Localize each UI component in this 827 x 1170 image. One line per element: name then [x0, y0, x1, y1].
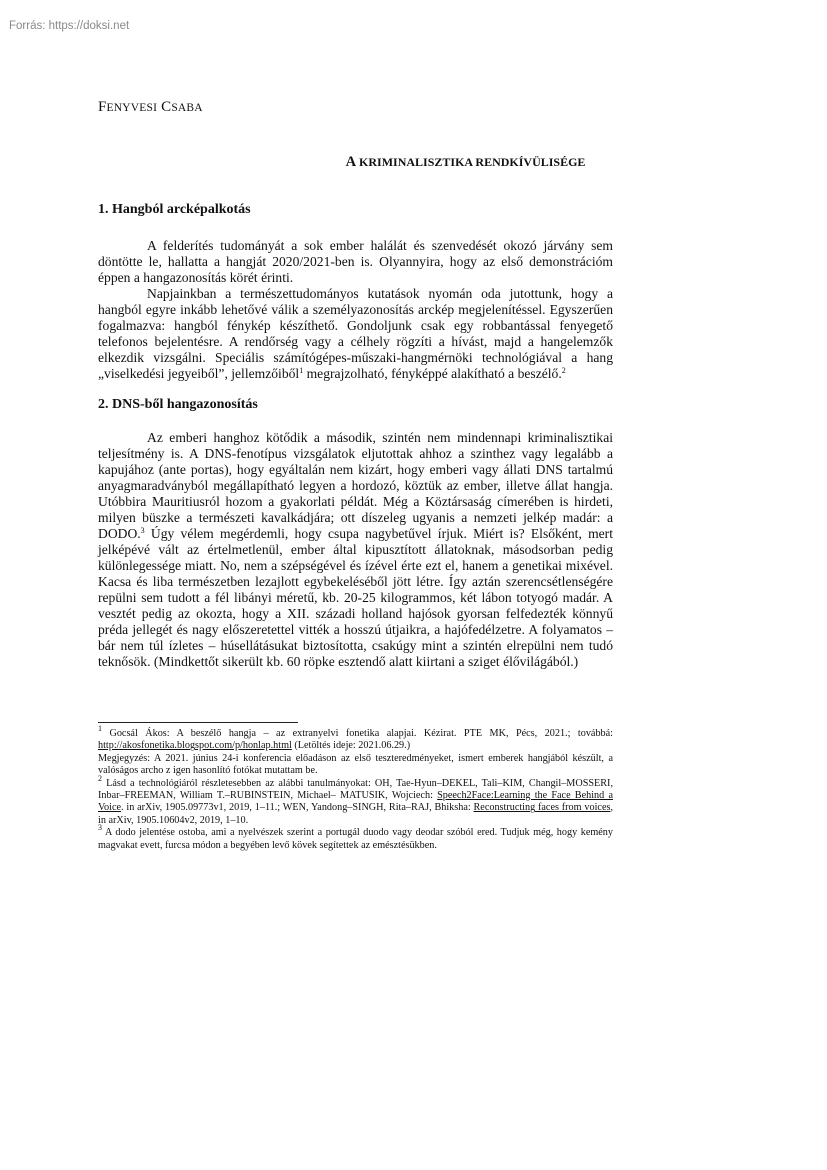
- footnote-separator: [98, 722, 298, 723]
- section-1-paragraph-1: A felderítés tudományát a sok ember halálát és szenvedését okozó járvány sem döntötte le, hallatta a hangját 2020/2021-ben is. Olyannyira, hogy az első demonstrációm éppen a hangazonosítás körét érinti.: [98, 238, 613, 285]
- footnote-text: A dodo jelentése ostoba, ami a nyelvészek szerint a portugál duodo vagy deodar szóból ered. Tudjuk még, hogy kemény magvakat evett, furcsa módon a begyében levő kövek segítettek az emésztésükben.: [98, 827, 613, 851]
- footnote-text: (Letöltés ideje: 2021.06.29.): [291, 740, 411, 752]
- paragraph-text: Az emberi hanghoz kötődik a második, szintén nem mindennapi kriminalisztikai teljesítmény is. A DNS-fenotípus vizsgálatok eljutottak ahhoz a szinthez vagy legalább a kapujához (ante portas), hogy egyáltalán nem kizárt, hogy emberi vagy állati DNS tartalmú anyagmaradványból megállapítható legyen a hordozó, köztük az ember, illetve állat hangja. Utóbbira Mauritiusról hozom a gyakorlati példát. Még a Köztársaság címerében is hirdeti, milyen büszke a természeti kavalkádjára; ott díszeleg ugyanis a nemzeti jelkép madár: a DODO.: [98, 430, 613, 541]
- author-first-initial: F: [98, 99, 107, 115]
- article-body: [98, 202, 613, 670]
- section-1-heading: 1. Hangból arcképalkotás: [98, 202, 251, 217]
- footnotes: [98, 724, 613, 852]
- paragraph-text: Napjainkban a természettudományos kutatások nyomán oda jutottunk, hogy a hangból egyre inkább lehetővé válik a személyazonosítás arckép megjelenítéssel. Egyszerűen fogalmazva: hangból fénykép készíthető. Gondoljunk csak egy robbantással fenyegető telefonos bejelentésre. A rendőrség vagy a célhely rögzíti a hívást, majd a hangelemzők elkezdik vizsgálni. Speciális számítógépes-műszaki-hangmérnöki technológiával a hang „viselkedési jegyeiből”, jellemzőiből: [98, 286, 613, 381]
- footnote-link[interactable]: http://akosfonetika.blogspot.com/p/honlap.html: [98, 740, 292, 752]
- title-rest: KRIMINALISZTIKA RENDKÍVÜLISÉGE: [356, 155, 586, 169]
- author-name: [98, 99, 203, 116]
- paragraph-text: Úgy vélem megérdemli, hogy csupa nagybetűvel írjuk. Miért is? Elsőként, mert jelképévé vált az értelmetlenül, ember által kipusztított állatoknak, másodsorban pedig különlegessége miatt. No, nem a szépségével és ízével érte ezt el, hanem a genetikai mixével. Kacsa és liba természetben lezajlott egybekeléséből jött létre. Így aztán szerencsétlenségére repülni sem tudott a fél libányi méretű, kb. 20-25 kilogrammos, két lábon totyogó madár. A vesztét pedig az okozta, hogy a XII. századi holland hajósok gyorsan felfedezték könnyű préda jellegét és nagy előszeretettel vitték a hosszú útjaikra, a hajófedélzetre. A folyamatos – bár nem túl ízletes – húsellátásukat biztosította, csakúgy mint a szintén elrepülni nem tudó teknősök. (Mindkettőt sikerült kb. 60 röpke esztendő alatt kiirtani a sziget élővilágából.): [98, 526, 613, 669]
- footnote-link[interactable]: Reconstructing faces from voices: [473, 802, 611, 814]
- source-label: Forrás: https://doksi.net: [9, 20, 130, 32]
- section-1-paragraph-2: [98, 286, 613, 382]
- footnote-text: . in arXiv, 1905.09773v1, 2019, 1–11.; WEN, Yandong–SINGH, Rita–RAJ, Bhiksha:: [121, 802, 474, 814]
- footnote-1-note: Megjegyzés: A 2021. június 24-i konferencia előadáson az első teszteredményeket, ismert emberek hangjából készült, a valóságos archo z igen hasonlító fotókat mutattam be.: [98, 752, 613, 777]
- section-2-paragraph-1: [98, 430, 613, 670]
- footnote-text: Gocsál Ákos: A beszélő hangja – az extranyelvi fonetika alapjai. Kézirat. PTE MK, Pécs, 2021.; továbbá:: [102, 728, 613, 739]
- footnote-number: 3: [98, 823, 102, 833]
- footnote-2: [98, 773, 613, 828]
- footnote-text: , in arXiv, 1905.10604v2, 2019, 1–10.: [98, 802, 613, 826]
- page-title: [0, 154, 827, 171]
- paragraph-text: megrajzolható, fényképpé alakítható a beszélő.: [303, 366, 562, 381]
- title-first-letter: A: [345, 154, 357, 170]
- footnote-3: [98, 823, 613, 852]
- footnote-text: Lásd a technológiáról részletesebben az alábbi tanulmányokat: OH, Tae-Hyun–DEKEL, Tali–KIM, Changil–MOSSERI, Inbar–FREEMAN, William T.–RUBINSTEIN, Michael– MATUSIK, Wojciech:: [98, 777, 613, 802]
- author-second-initial: C: [161, 99, 172, 115]
- footnote-ref-2[interactable]: 2: [561, 366, 566, 375]
- author-first-rest: ENYVESI: [106, 102, 158, 114]
- footnote-ref-1[interactable]: 1: [299, 366, 304, 375]
- author-second-rest: SABA: [171, 102, 203, 114]
- footnote-number: 2: [98, 773, 102, 783]
- section-2-heading: 2. DNS-ből hangazonosítás: [98, 397, 258, 412]
- footnote-1: [98, 724, 613, 753]
- footnote-ref-3[interactable]: 3: [140, 526, 145, 535]
- footnote-link[interactable]: Speech2Face:Learning the Face Behind a Voice: [98, 790, 613, 814]
- footnote-number: 1: [98, 724, 102, 733]
